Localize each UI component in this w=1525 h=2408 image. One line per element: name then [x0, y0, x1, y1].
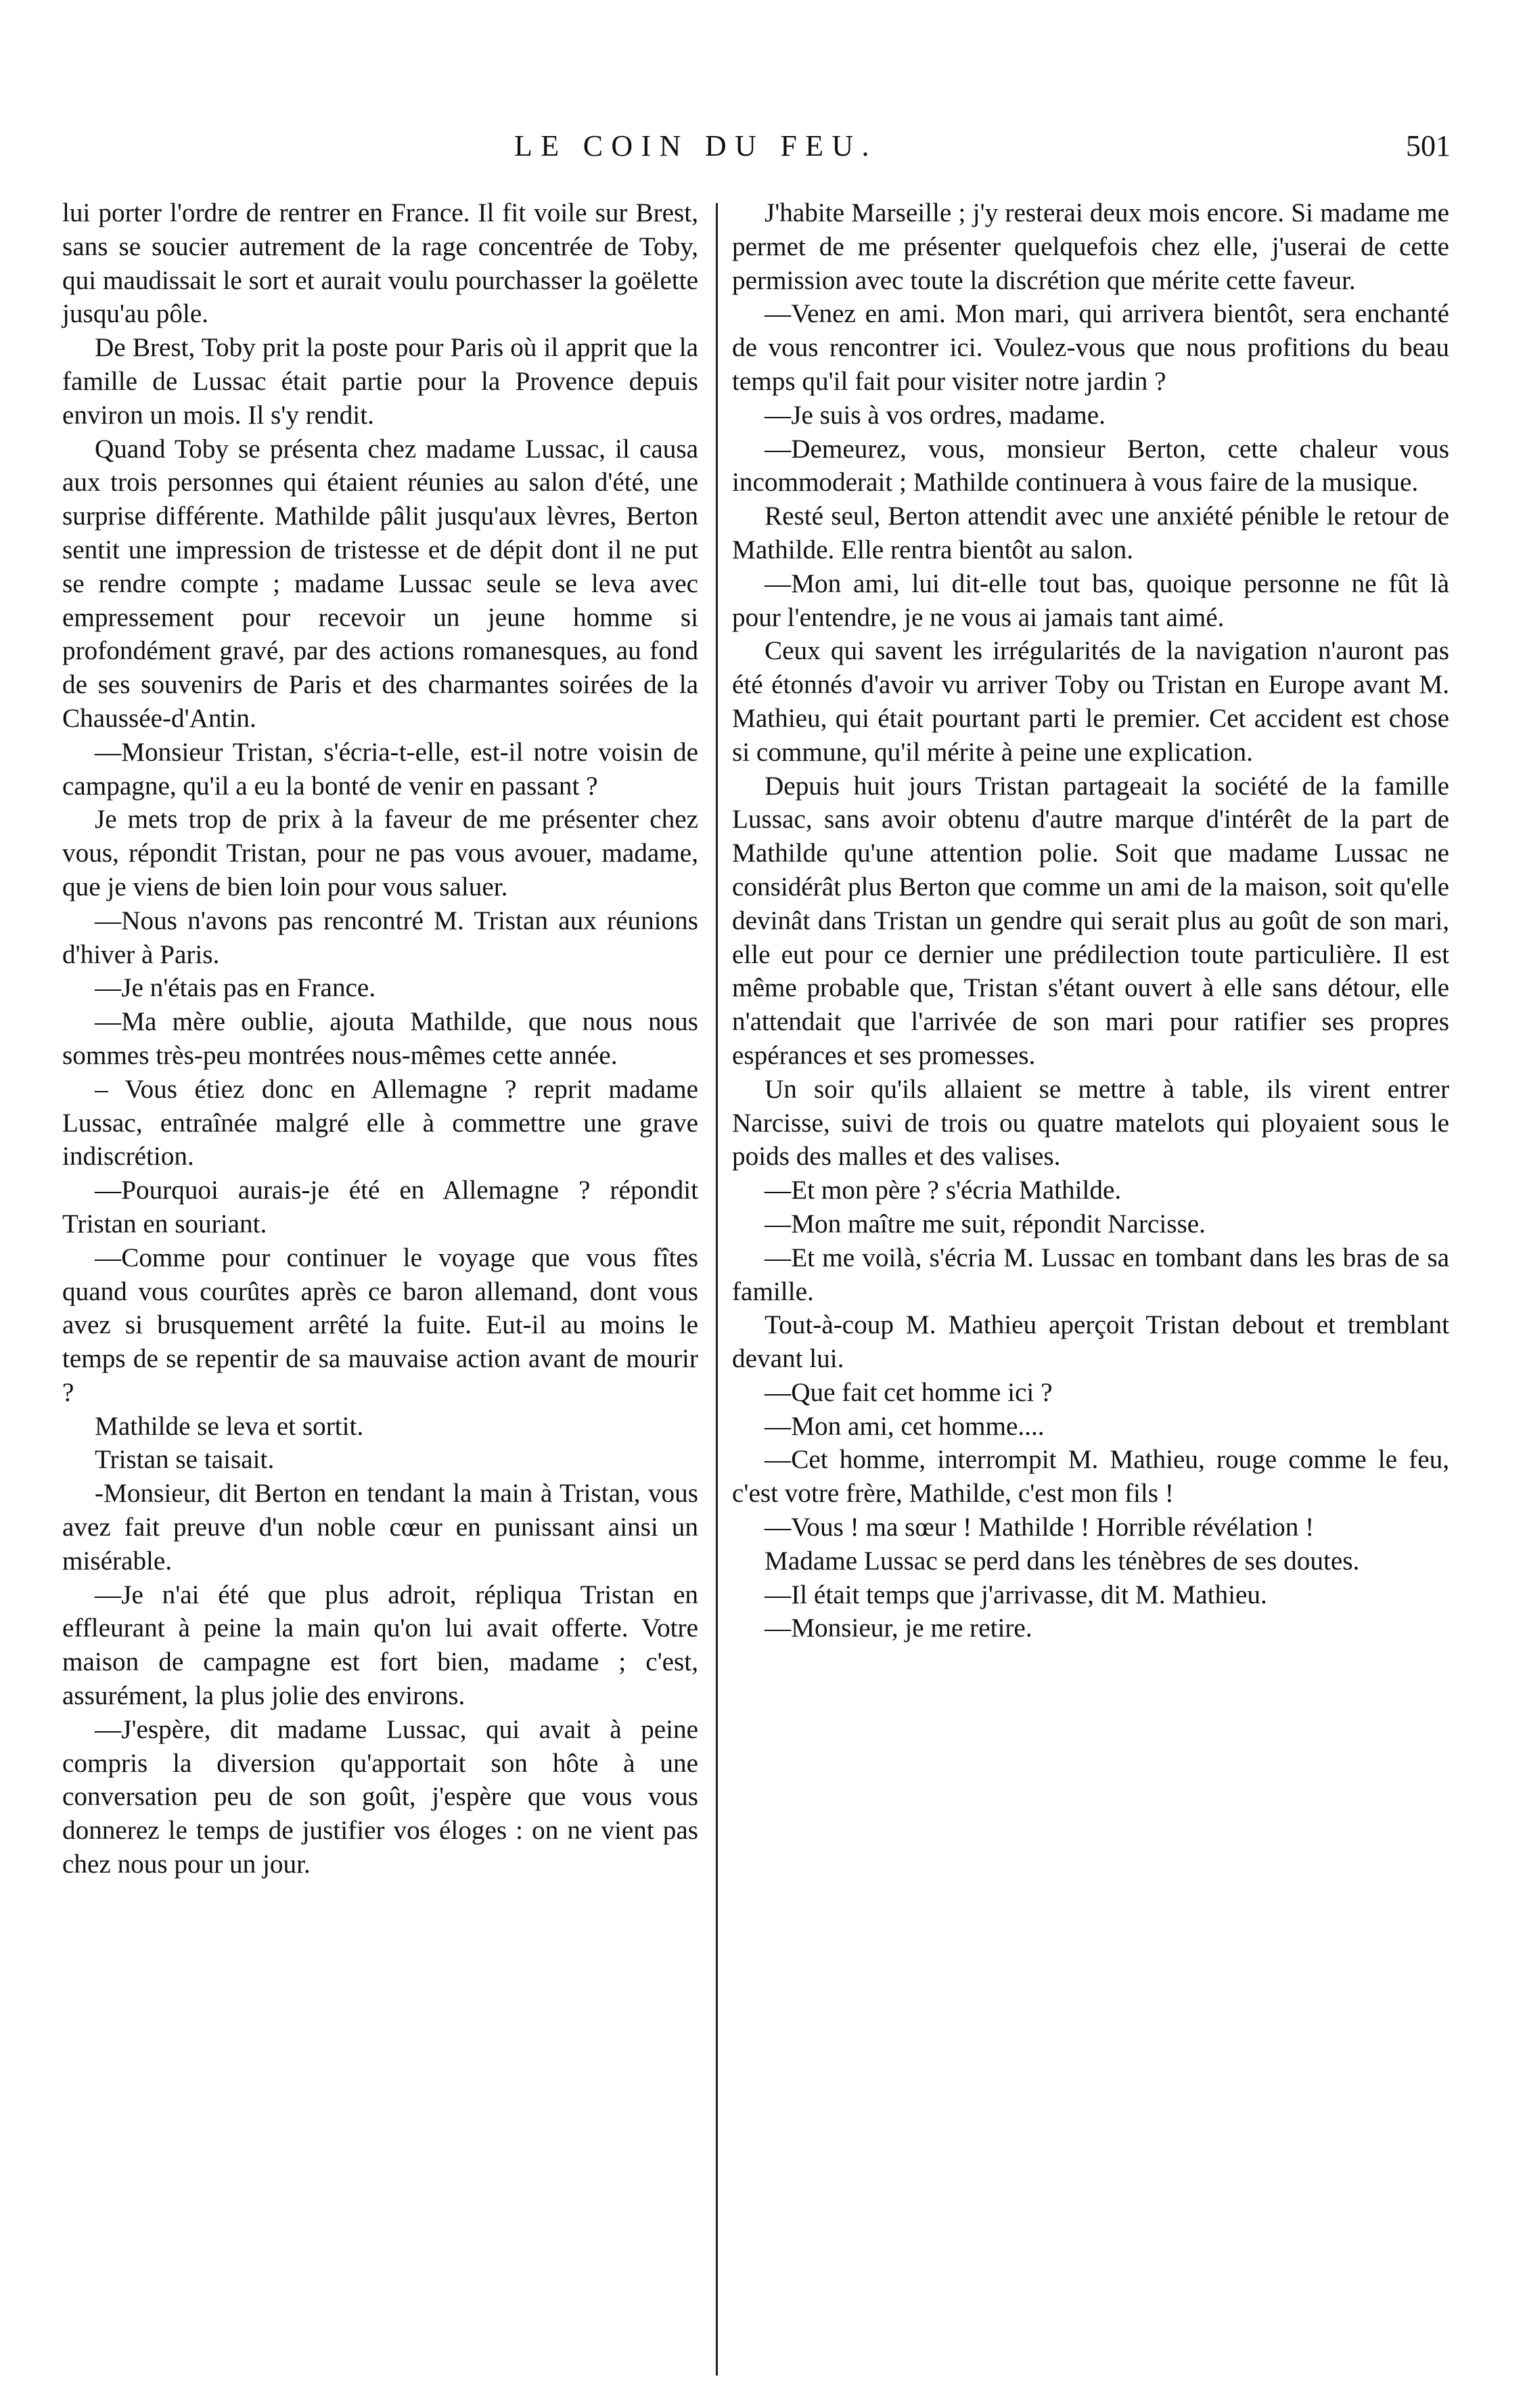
- paragraph: —Que fait cet homme ici ?: [765, 1377, 1053, 1407]
- paragraph: – Vous étiez donc en Allemagne ? reprit madame Lussac, entraînée malgré elle à commettre une grave indiscrétion.: [62, 1074, 698, 1172]
- paragraph: Quand Toby se présenta chez madame Lussac, il causa aux trois personnes qui étaient réunies au salon d'été, une surprise différente. Mathilde pâlit jusqu'aux lèvres, Berton sentit une impression de tristesse et de dépit dont il ne put se rendre compte ; madame Lussac seule se leva avec empressement pour recevoir un jeune homme si profondément gravé, par des actions romanesques, au fond de ses souvenirs de Paris et des charmantes soirées de la Chaussée-d'Antin.: [62, 434, 698, 733]
- paragraph: Un soir qu'ils allaient se mettre à table, ils virent entrer Narcisse, suivi de trois ou quatre matelots qui ployaient sous le poids des malles et des valises.: [732, 1074, 1449, 1172]
- paragraph: —Mon ami, cet homme....: [765, 1411, 1045, 1441]
- paragraph: —Ma mère oublie, ajouta Mathilde, que nous nous sommes très-peu montrées nous-mêmes cette année.: [62, 1007, 698, 1070]
- paragraph: Resté seul, Berton attendit avec une anxiété pénible le retour de Mathilde. Elle rentra bientôt au salon.: [732, 501, 1449, 564]
- paragraph: —Monsieur Tristan, s'écria-t-elle, est-il notre voisin de campagne, qu'il a eu la bonté de venir en passant ?: [62, 737, 698, 801]
- paragraph: -Monsieur, dit Berton en tendant la main à Tristan, vous avez fait preuve d'un noble cœur en punissant ainsi un misérable.: [62, 1479, 698, 1576]
- paragraph: Tout-à-coup M. Mathieu aperçoit Tristan debout et tremblant devant lui.: [732, 1310, 1449, 1374]
- column-divider: [716, 203, 718, 2376]
- paragraph: —Je n'étais pas en France.: [95, 973, 376, 1003]
- right-column: [732, 196, 1449, 1645]
- paragraph: —Vous ! ma sœur ! Mathilde ! Horrible révélation !: [765, 1513, 1315, 1542]
- paragraph: —Mon ami, lui dit-elle tout bas, quoique personne ne fût là pour l'entendre, je ne vous ai jamais tant aimé.: [732, 568, 1449, 632]
- paragraph: J'habite Marseille ; j'y resterai deux mois encore. Si madame me permet de me présenter quelquefois chez elle, j'userai de cette permission avec toute la discrétion que mérite cette faveur.: [732, 198, 1449, 295]
- paragraph: Je mets trop de prix à la faveur de me présenter chez vous, répondit Tristan, pour ne pas vous avouer, madame, que je viens de bien loin pour vous saluer.: [62, 805, 698, 901]
- paragraph: —Demeurez, vous, monsieur Berton, cette chaleur vous incommoderait ; Mathilde continuera à vous faire de la musique.: [732, 434, 1449, 497]
- paragraph: Depuis huit jours Tristan partageait la société de la famille Lussac, sans avoir obtenu d'autre marque d'intérêt de la part de Mathilde qu'une attention polie. Soit que madame Lussac ne considérât plus Berton que comme un ami de la maison, soit qu'elle devinât dans Tristan un gendre qui serait plus au goût de son mari, elle eut pour ce dernier une prédilection toute particulière. Il est même probable que, Tristan s'étant ouvert à elle sans détour, elle n'attendait que l'arrivée de son mari pour ratifier ses propres espérances et ses promesses.: [732, 771, 1449, 1070]
- left-column: [62, 196, 698, 1881]
- paragraph: —J'espère, dit madame Lussac, qui avait à peine compris la diversion qu'apportait son hôte à une conversation peu de son goût, j'espère que vous vous donnerez le temps de justifier vos éloges : on ne vient pas chez nous pour un jour.: [62, 1714, 698, 1879]
- paragraph: —Pourquoi aurais-je été en Allemagne ? répondit Tristan en souriant.: [62, 1176, 698, 1239]
- paragraph: lui porter l'ordre de rentrer en France. Il fit voile sur Brest, sans se soucier autrement de la rage concentrée de Toby, qui maudissait le sort et aurait voulu pourchasser la goëlette jusqu'au pôle.: [62, 198, 698, 329]
- paragraph: —Je suis à vos ordres, madame.: [765, 400, 1106, 430]
- paragraph: —Mon maître me suit, répondit Narcisse.: [765, 1209, 1206, 1239]
- paragraph: —Comme pour continuer le voyage que vous fîtes quand vous courûtes après ce baron allemand, dont vous avez si brusquement arrêté la fuite. Eut-il au moins le temps de se repentir de sa mauvaise action avant de mourir ?: [62, 1243, 698, 1407]
- paragraph: —Je n'ai été que plus adroit, répliqua Tristan en effleurant à peine la main qu'on lui avait offerte. Votre maison de campagne est fort bien, madame ; c'est, assurément, la plus jolie des environs.: [62, 1580, 698, 1711]
- paragraph: —Venez en ami. Mon mari, qui arrivera bientôt, sera enchanté de vous rencontrer ici. Voulez-vous que nous profitions du beau temps qu'il fait pour visiter notre jardin ?: [732, 299, 1449, 396]
- running-head-title: LE COIN DU FEU.: [514, 129, 878, 162]
- paragraph: —Il était temps que j'arrivasse, dit M. Mathieu.: [765, 1580, 1267, 1609]
- paragraph: Tristan se taisait.: [95, 1445, 275, 1475]
- paragraph: —Et me voilà, s'écria M. Lussac en tombant dans les bras de sa famille.: [732, 1243, 1449, 1306]
- paragraph: —Nous n'avons pas rencontré M. Tristan aux réunions d'hiver à Paris.: [62, 906, 698, 969]
- page-number: 501: [1406, 129, 1451, 162]
- paragraph: —Cet homme, interrompit M. Mathieu, rouge comme le feu, c'est votre frère, Mathilde, c'est mon fils !: [732, 1445, 1449, 1509]
- paragraph: De Brest, Toby prit la poste pour Paris où il apprit que la famille de Lussac était partie pour la Provence depuis environ un mois. Il s'y rendit.: [62, 333, 698, 430]
- paragraph: Ceux qui savent les irrégularités de la navigation n'auront pas été étonnés d'avoir vu arriver Toby ou Tristan en Europe avant M. Mathieu, qui était pourtant parti le premier. Cet accident est chose si commune, qu'il mérite à peine une explication.: [732, 636, 1449, 767]
- paragraph: Madame Lussac se perd dans les ténèbres de ses doutes.: [765, 1546, 1360, 1576]
- paragraph: —Et mon père ? s'écria Mathilde.: [765, 1176, 1122, 1205]
- paragraph: —Monsieur, je me retire.: [765, 1613, 1032, 1643]
- running-head: [0, 129, 1525, 169]
- paragraph: Mathilde se leva et sortit.: [95, 1411, 364, 1441]
